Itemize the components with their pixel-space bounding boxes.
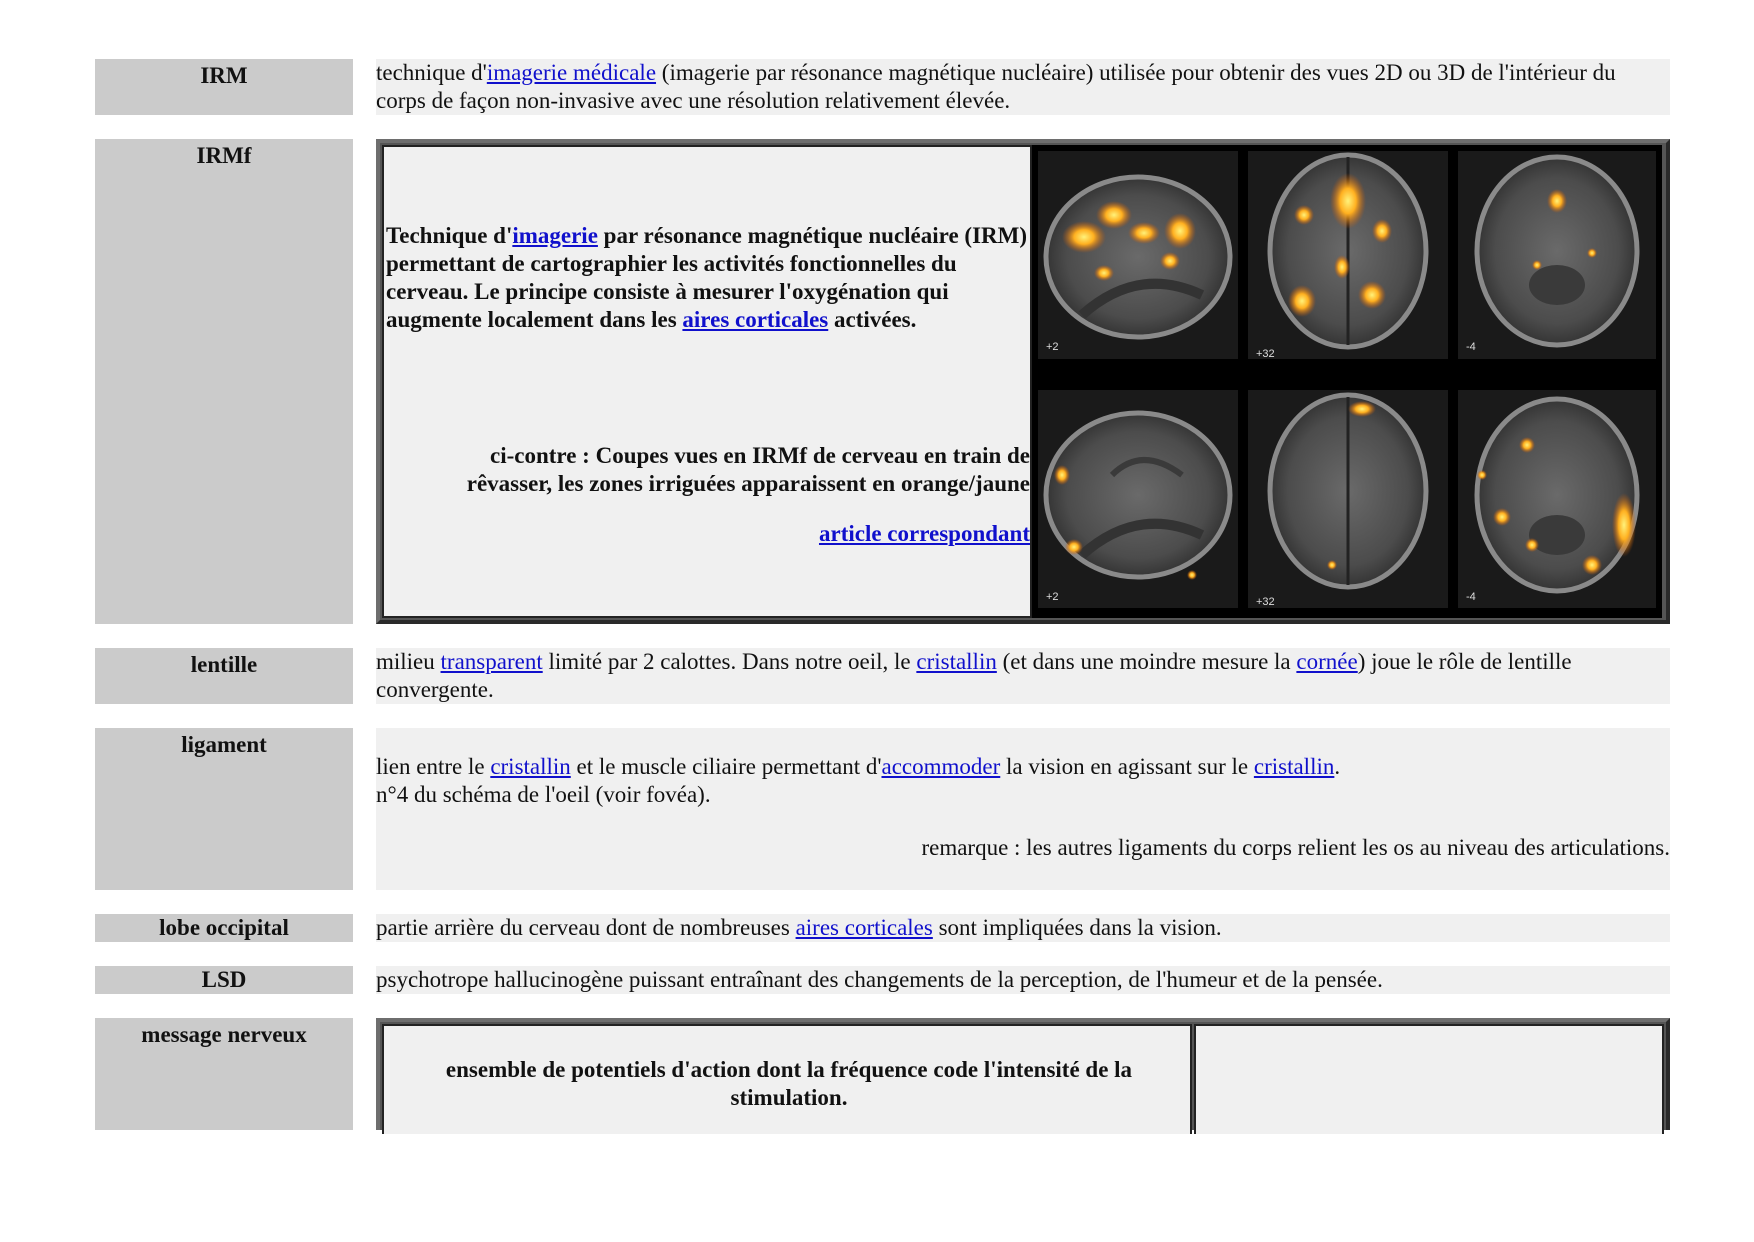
slice-label: +32 bbox=[1256, 596, 1275, 608]
def-text: technique d' bbox=[376, 60, 487, 85]
term-label: IRM bbox=[200, 63, 248, 88]
def-text: Technique d' bbox=[386, 223, 513, 248]
term-irm bbox=[95, 59, 353, 115]
def-text: (et dans une moindre mesure la bbox=[996, 649, 1297, 674]
term-irmf bbox=[95, 139, 353, 624]
slice-sagittal-bottom bbox=[1038, 390, 1238, 608]
slice-axial-top-middle bbox=[1248, 151, 1448, 359]
slice-sagittal-top bbox=[1038, 151, 1238, 359]
slice-axial-bottom-middle bbox=[1248, 390, 1448, 608]
slice-label: +2 bbox=[1046, 341, 1059, 353]
message-description: ensemble de potentiels d'action dont la fréquence code l'intensité de la stimulation. bbox=[445, 1057, 1133, 1110]
def-text: sont impliquées dans la vision. bbox=[932, 915, 1222, 940]
link-imagerie[interactable]: imagerie bbox=[512, 223, 598, 248]
def-text: par résonance magnétique nucléaire (IRM) permettant de cartographier les activités fonctionnelles du cerveau. Le principe consiste à mesurer l'oxygénation qui augmente localement dans les bbox=[386, 223, 1027, 332]
definition-lentille bbox=[376, 648, 1670, 704]
ligament-remark: remarque : les autres ligaments du corps relient les os au niveau des articulations. bbox=[921, 835, 1670, 860]
def-text: lien entre le bbox=[376, 754, 491, 779]
term-label: LSD bbox=[201, 967, 247, 992]
def-text: limité par 2 calottes. Dans notre oeil, le bbox=[542, 649, 917, 674]
def-text: et le muscle ciliaire permettant d' bbox=[570, 754, 882, 779]
message-frame bbox=[376, 1018, 1670, 1130]
term-lentille bbox=[95, 648, 353, 704]
irmf-caption: ci-contre : Coupes vues en IRMf de cerveau en train de rêvasser, les zones irriguées apparaissent en orange/jaune bbox=[466, 443, 1030, 496]
definition-irm bbox=[376, 59, 1670, 115]
link-cristallin[interactable]: cristallin bbox=[490, 754, 571, 779]
def-text: partie arrière du cerveau dont de nombreuses bbox=[376, 915, 796, 940]
ligament-line2: n°4 du schéma de l'oeil (voir fovéa). bbox=[376, 782, 711, 807]
term-label: IRMf bbox=[196, 143, 252, 168]
irmf-description bbox=[386, 222, 1030, 334]
fmri-brain-image bbox=[1032, 145, 1662, 618]
term-label: lentille bbox=[190, 652, 258, 677]
link-imagerie-medicale[interactable]: imagerie médicale bbox=[486, 60, 657, 85]
article-link-wrap bbox=[386, 520, 1030, 548]
message-text-cell bbox=[382, 1024, 1192, 1134]
definition-lsd bbox=[376, 966, 1670, 994]
term-label: ligament bbox=[181, 732, 267, 757]
link-aires-corticales[interactable]: aires corticales bbox=[795, 915, 933, 940]
slice-label: -4 bbox=[1466, 341, 1476, 353]
link-accommoder[interactable]: accommoder bbox=[881, 754, 1001, 779]
link-article-correspondant[interactable]: article correspondant bbox=[818, 521, 1030, 546]
link-transparent[interactable]: transparent bbox=[440, 649, 543, 674]
def-text: la vision en agissant sur le bbox=[1000, 754, 1254, 779]
slice-label: +32 bbox=[1256, 348, 1275, 360]
link-cornee[interactable]: cornée bbox=[1296, 649, 1358, 674]
term-label: lobe occipital bbox=[159, 915, 289, 940]
link-cristallin[interactable]: cristallin bbox=[916, 649, 997, 674]
def-text: (imagerie par résonance magnétique nucléaire) utilisée pour obtenir des vues 2D ou 3D de l'intérieur du corps de façon non-invasive avec une résolution relativement élevée. bbox=[376, 60, 1616, 113]
term-lsd bbox=[95, 966, 353, 994]
slice-axial-top-right bbox=[1458, 151, 1656, 359]
irmf-text-cell bbox=[382, 145, 1032, 618]
fmri-brain-svg bbox=[1032, 145, 1662, 618]
slice-label: +2 bbox=[1046, 591, 1059, 603]
term-lobe-occipital bbox=[95, 914, 353, 942]
def-text: . bbox=[1334, 754, 1341, 779]
link-cristallin[interactable]: cristallin bbox=[1253, 754, 1335, 779]
irmf-frame bbox=[376, 139, 1670, 624]
slice-axial-bottom-right bbox=[1458, 390, 1656, 608]
message-empty-cell bbox=[1194, 1024, 1664, 1134]
ligament-main bbox=[376, 753, 1670, 809]
def-text: psychotrope hallucinogène puissant entraînant des changements de la perception, de l'humeur et de la pensée. bbox=[376, 967, 1383, 992]
term-ligament bbox=[95, 728, 353, 890]
def-text: ) joue le rôle de lentille convergente. bbox=[376, 649, 1572, 702]
link-aires-corticales[interactable]: aires corticales bbox=[682, 307, 829, 332]
definition-ligament bbox=[376, 728, 1670, 890]
slice-label: -4 bbox=[1466, 591, 1476, 603]
term-label: message nerveux bbox=[141, 1022, 307, 1047]
term-message-nerveux bbox=[95, 1018, 353, 1130]
def-text: activées. bbox=[828, 307, 917, 332]
def-text: milieu bbox=[376, 649, 441, 674]
definition-lobe-occipital bbox=[376, 914, 1670, 942]
